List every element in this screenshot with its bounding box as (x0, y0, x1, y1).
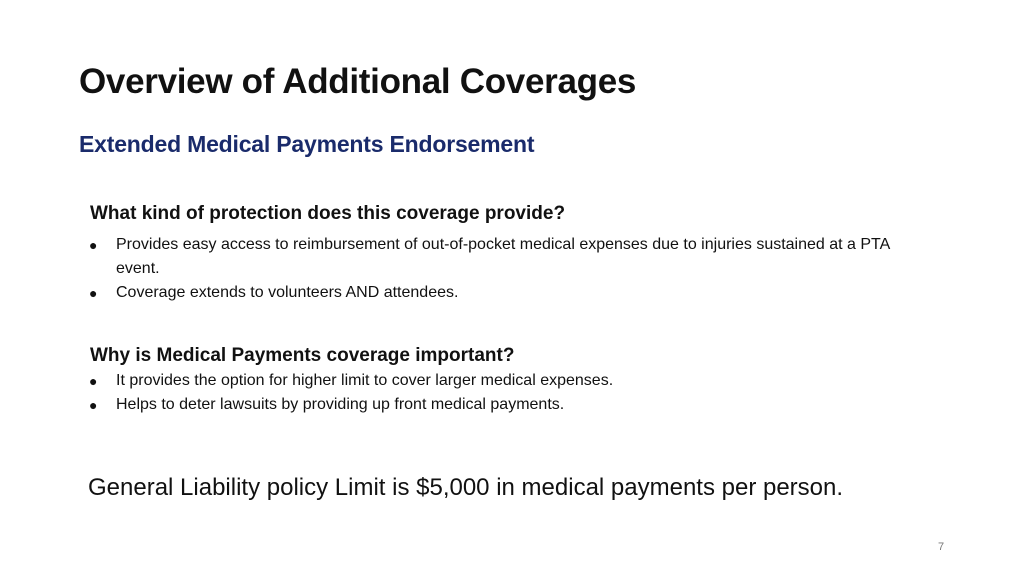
protection-section (90, 201, 910, 305)
section-question: What kind of protection does this coverage provide? (90, 203, 566, 224)
section-question: Why is Medical Payments coverage important? (90, 345, 515, 366)
list-item (90, 393, 910, 417)
slide-title: Overview of Additional Coverages (79, 62, 637, 101)
page-number: 7 (938, 541, 945, 553)
list-item (90, 281, 910, 305)
bullet-icon: ● (89, 397, 98, 413)
bullet-list (90, 233, 910, 305)
slide-subtitle: Extended Medical Payments Endorsement (79, 131, 535, 157)
bullet-icon: ● (89, 373, 98, 389)
importance-section (90, 343, 910, 417)
limit-statement: General Liability policy Limit is $5,000 in medical payments per person. (88, 474, 844, 501)
bullet-list (90, 369, 910, 417)
list-item (90, 369, 910, 393)
bullet-text: Provides easy access to reimbursement of out-of-pocket medical expenses due to injuries sustained at a PTA event. (116, 236, 890, 277)
bullet-text: Helps to deter lawsuits by providing up front medical payments. (116, 396, 565, 413)
bullet-icon: ● (89, 285, 98, 301)
bullet-icon: ● (89, 237, 98, 253)
bullet-text: Coverage extends to volunteers AND attendees. (116, 284, 459, 301)
bullet-text: It provides the option for higher limit to cover larger medical expenses. (116, 372, 614, 389)
list-item (90, 233, 910, 281)
